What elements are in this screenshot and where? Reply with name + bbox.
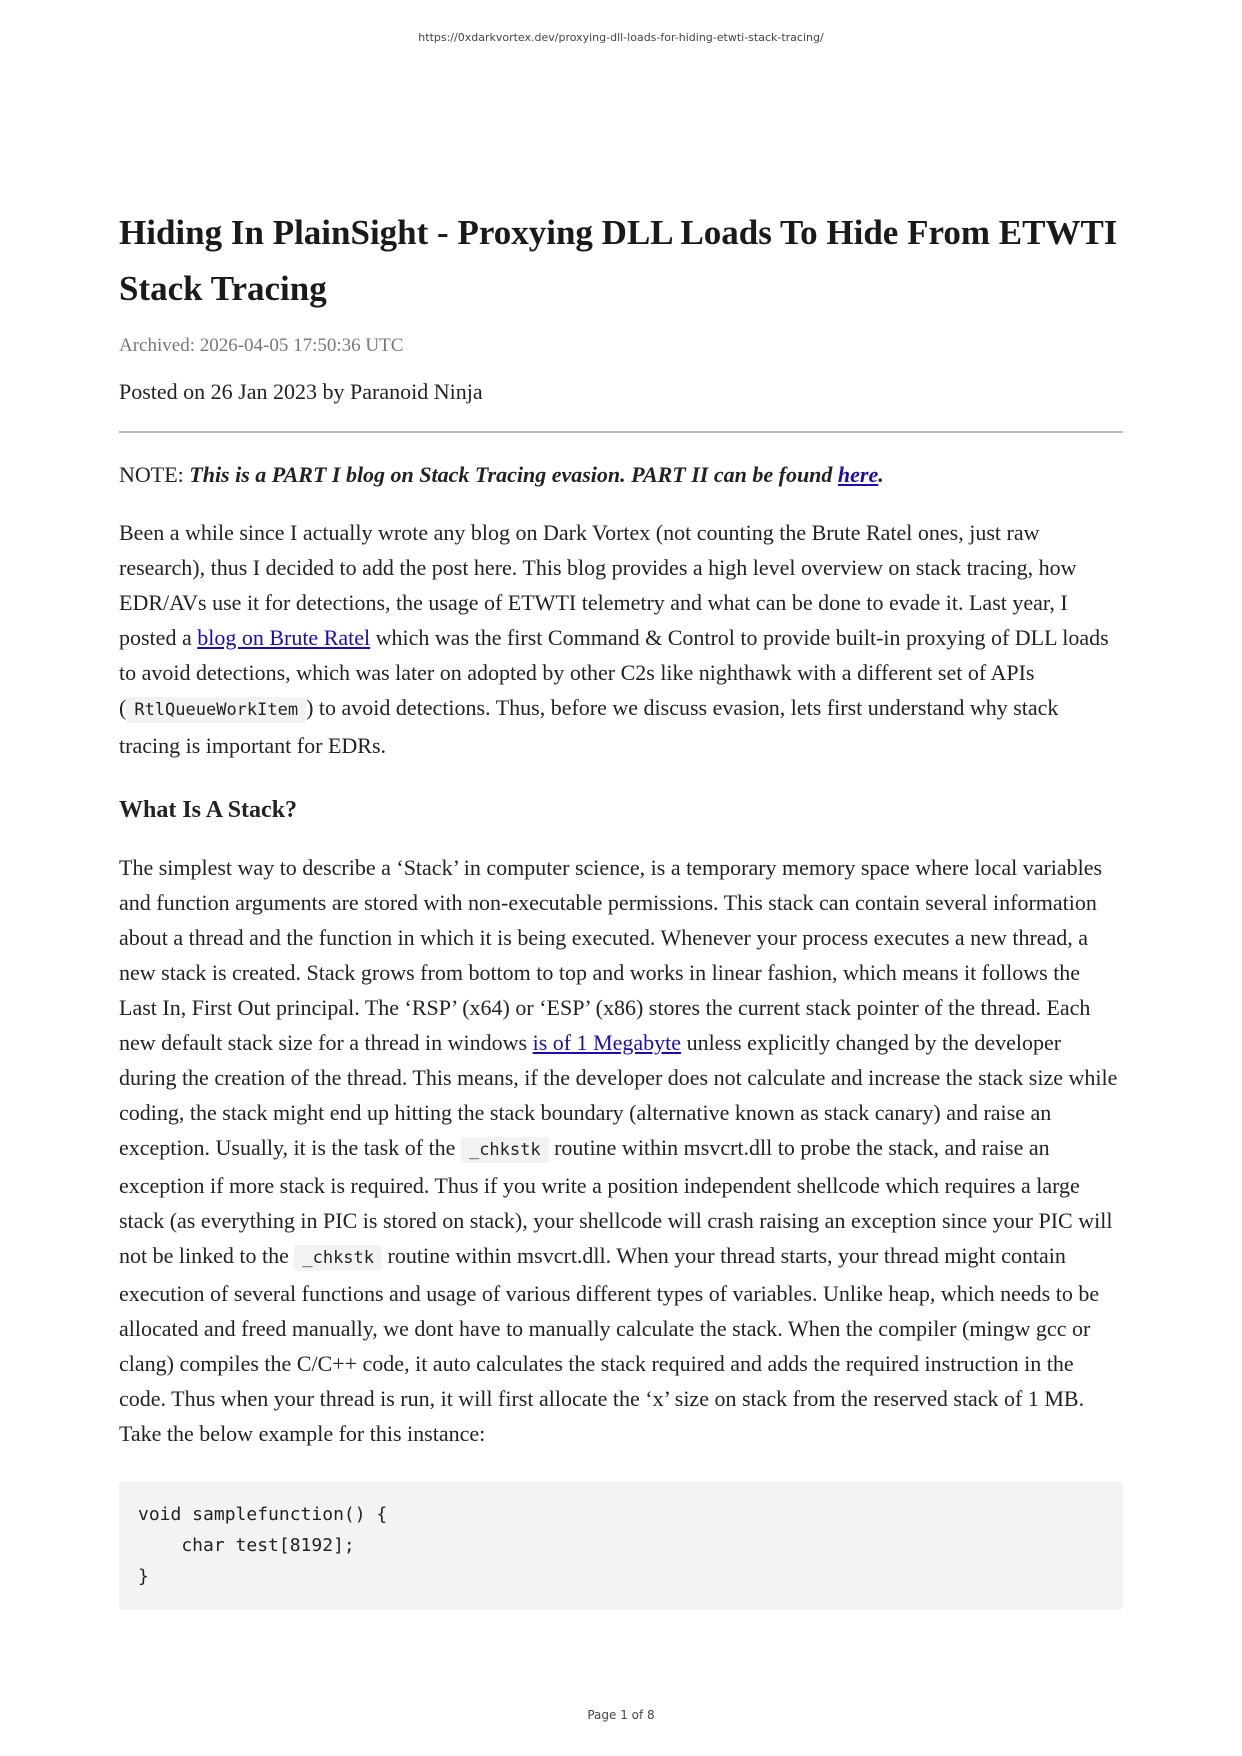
megabyte-link[interactable]: is of 1 Megabyte: [532, 1030, 682, 1055]
intro-text-1: Been a while since I actually wrote any blog on Dark Vortex (not counting the Brute Ratel ones, just raw research), thus I decided to add the post here. This blog provides a high level overview on stack tracing, how EDR/AVs use it for detections, the usage of ETWTI telemetry and what can be done to evade it. Last year, I posted a: [119, 520, 1077, 650]
note-paragraph: [119, 458, 1123, 492]
stack-text-2: unless explicitly changed by the developer during the creation of the thread. This means, if the developer does not calculate and increase the stack size while coding, the stack might end up hitting the stack boundary (alternative known as stack canary) and raise an exception. Usually, it is the task of the: [119, 1030, 1118, 1160]
note-prefix: NOTE:: [119, 462, 190, 487]
code-block: void samplefunction() { char test[8192]; }: [119, 1481, 1123, 1610]
inline-code-chkstk-2: _chkstk: [294, 1245, 382, 1271]
inline-code-rtlqueueworkitem: RtlQueueWorkItem: [126, 697, 306, 723]
inline-code-chkstk: _chkstk: [461, 1137, 549, 1163]
section-heading-what-is-a-stack: What Is A Stack?: [119, 797, 298, 823]
intro-text-3: ) to avoid detections. Thus, before we discuss evasion, lets first understand why stack tracing is important for EDRs.: [119, 695, 1059, 758]
article-title: Hiding In PlainSight - Proxying DLL Loads To Hide From ETWTI Stack Tracing: [119, 213, 1118, 308]
stack-text-3: routine within msvcrt.dll to probe the stack, and raise an exception if more stack is required. Thus if you write a position independent shellcode which requires a large stack (as everything in PIC is stored on stack), your shellcode will crash raising an exception since your PIC will not be linked to the: [119, 1135, 1113, 1268]
intro-text-2: which was the first Command & Control to provide built-in proxying of DLL loads to avoid detections, which was later on adopted by other C2s like nighthawk with a different set of APIs (: [119, 625, 1109, 720]
intro-paragraph: [119, 515, 1123, 763]
posted-byline: Posted on 26 Jan 2023 by Paranoid Ninja: [119, 379, 483, 404]
page-url-header: https://0xdarkvortex.dev/proxying-dll-loads-for-hiding-etwti-stack-tracing/: [418, 31, 824, 44]
article: [119, 205, 1123, 1610]
part-two-link[interactable]: here: [837, 462, 879, 487]
page-number: Page 1 of 8: [587, 1708, 655, 1722]
note-suffix: .: [878, 462, 884, 487]
stack-text-1: The simplest way to describe a ‘Stack’ in computer science, is a temporary memory space where local variables and function arguments are stored with non-executable permissions. This stack can contain several information about a thread and the function in which it is being executed. Whenever your process executes a new thread, a new stack is created. Stack grows from bottom to top and works in linear fashion, which means it follows the Last In, First Out principal. The ‘RSP’ (x64) or ‘ESP’ (x86) stores the current stack pointer of the thread. Each new default stack size for a thread in windows: [119, 855, 1103, 1055]
note-emphasis: This is a PART I blog on Stack Tracing evasion. PART II can be found: [189, 462, 838, 487]
divider: [119, 431, 1123, 433]
stack-text-4: routine within msvcrt.dll. When your thread starts, your thread might contain execution of several functions and usage of various different types of variables. Unlike heap, which needs to be allocated and freed manually, we dont have to manually calculate the stack. When the compiler (mingw gcc or clang) compiles the C/C++ code, it auto calculates the stack required and adds the required instruction in the code. Thus when your thread is run, it will first allocate the ‘x’ size on stack from the reserved stack of 1 MB. Take the below example for this instance:: [119, 1243, 1100, 1446]
archived-timestamp: Archived: 2026-04-05 17:50:36 UTC: [119, 335, 404, 356]
brute-ratel-blog-link[interactable]: blog on Brute Ratel: [197, 625, 371, 650]
stack-paragraph: [119, 850, 1123, 1451]
